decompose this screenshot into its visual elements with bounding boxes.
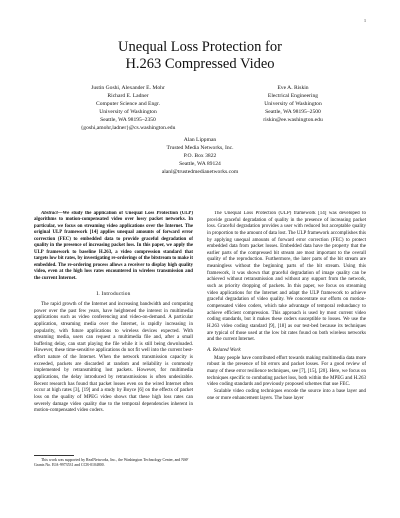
author-city-left: Seattle, WA 98195–2350 bbox=[100, 117, 156, 124]
section-heading-introduction: I. Introduction bbox=[96, 290, 131, 297]
author-name-right: Eve A. Riskin bbox=[277, 85, 309, 91]
author-univ-left: University of Washington bbox=[99, 109, 157, 116]
author-email-left: {goshi,amohr,ladner}@cs.washington.edu bbox=[80, 125, 176, 132]
author-org-center: Trusted Media Networks, Inc. bbox=[166, 145, 234, 152]
title-line-1: Unequal Loss Protection for bbox=[118, 39, 282, 55]
footnote: This work was supported by RealNetworks, Inc., the Washington Technology Center, and NSF Grants No. EIA-9973531 and CCR-0104800. bbox=[34, 458, 189, 468]
author-names-1: Justin Goshi, Alexander E. Mohr bbox=[91, 85, 165, 91]
author-city-center: Seattle, WA 89124 bbox=[179, 161, 221, 168]
intro-paragraph-2: The Unequal Loss Protection (ULP) framework [14] was developed to provide graceful degradation of quality in the presence of increasing packet loss. Graceful degradation provides a user with reduced but acceptable quality in proportion to the amount of data lost. The ULP framework accomplishes this by applying unequal amounts of forward error correction (FEC) to protect embedded data from packet losses. Embedded data have the property that the earlier parts of the compressed bit stream are most important to the overall quality of the reproduction. Furthermore, the later parts of the bit stream are meaningless without the beginning parts of the bit stream. Using this framework, it was shown that graceful degradation of image quality can be achieved without retransmission and without any support from the network, such as priority dropping of packets. In this paper, we focus on streaming video applications for the Internet and adapt the ULP framework to achieve graceful degradation of video quality. We concentrate our efforts on motion-compensated video coders, which take advantage of temporal redundancy to achieve efficient compression. This approach is used by most current video coding standards, but it makes these coders susceptible to losses. We use the H.263 video coding standard [9], [18] as our test-bed because its techniques are typical of those used at the low bit rates found on both wireless networks and the current Internet. bbox=[207, 211, 366, 343]
affiliation-left bbox=[68, 84, 188, 133]
title-line-2: H.263 Compressed Video bbox=[125, 56, 275, 72]
author-city-right: Seattle, WA 98195–2500 bbox=[265, 109, 321, 116]
author-email-right: riskin@ee.washington.edu bbox=[263, 117, 323, 124]
abstract-text: —We study the application of Unequal Loss Protection (ULP) algorithms to motion-compensated video over lossy packet networks. In particular, we focus on streaming video applications over the Internet. The original ULP framework [14] applies unequal amounts of forward error correction (FEC) to embedded data to provide graceful degradation of quality in the presence of increasing packet loss. In this paper, we apply the ULP framework to baseline H.263, a video compression standard that targets low bit rates, by investigating re-orderings of the bitstream to make it embedded. The re-ordering process allows a receiver to display high quality video, even at the high loss rates encountered in wireless transmission and the current Internet. bbox=[34, 211, 193, 281]
affiliation-center bbox=[140, 136, 260, 176]
author-dept-right: Electrical Engineering bbox=[267, 93, 319, 100]
affiliation-right bbox=[238, 84, 348, 124]
author-email-center: alanl@trustedmedianetworks.com bbox=[161, 169, 239, 176]
footnote-rule bbox=[34, 455, 74, 456]
related-paragraph-1: Many people have contributed effort towards making multimedia data more robust in the presence of bit errors and packet losses. For a good review of many of these error resilience techniques, see [7], [15], [20]. Here, we focus on techniques specific to combating packet loss, both within the MPEG and H.263 video coding standards and previously proposed schemes that use FEC. bbox=[207, 355, 366, 388]
right-column bbox=[207, 211, 366, 507]
abstract-label: Abstract bbox=[41, 211, 58, 216]
page-number: 1 bbox=[364, 18, 366, 23]
author-name-center: Alan Lippman bbox=[183, 137, 217, 143]
abstract bbox=[34, 211, 193, 282]
author-names-2: Richard E. Ladner bbox=[107, 93, 149, 100]
paper-title bbox=[0, 39, 400, 73]
related-paragraph-2: Scalable video coding techniques encode the source into a base layer and one or more enhancement layers. The base layer bbox=[207, 389, 366, 401]
author-dept-left: Computer Science and Engr. bbox=[95, 101, 160, 108]
intro-paragraph-1: The rapid growth of the Internet and increasing bandwidth and computing power over the past few years, have heightened the interest in multimedia applications such as video conferencing and video-on-demand. A particular application, streaming media over the Internet, is rapidly increasing in popularity, with future applications to wireless devices expected. With streaming media, users can request a multimedia file and, after a small buffering delay, can start playing the file while it is still being downloaded. However, these time-sensitive applications do not fit well into the current best-effort nature of the Internet. When the network transmission capacity is exceeded, packets are discarded at random and reliability is commonly implemented by retransmitting lost packets. However, for multimedia applications, the delay introduced by retransmissions is often undesirable. Recent research has found that packet losses even on the wired Internet often occur at high rates [3], [19] and a study by Boyce [6] on the effects of packet loss on the quality of MPEG video shows that these high loss rates can severely damage video quality due to the temporal dependencies inherent in motion-compensated video coders. bbox=[34, 301, 193, 414]
left-column bbox=[34, 211, 193, 453]
author-box-center: P.O. Box 3822 bbox=[183, 153, 217, 160]
author-univ-right: University of Washington bbox=[264, 101, 322, 108]
subsection-heading-related-work: A. Related Work bbox=[207, 346, 241, 353]
